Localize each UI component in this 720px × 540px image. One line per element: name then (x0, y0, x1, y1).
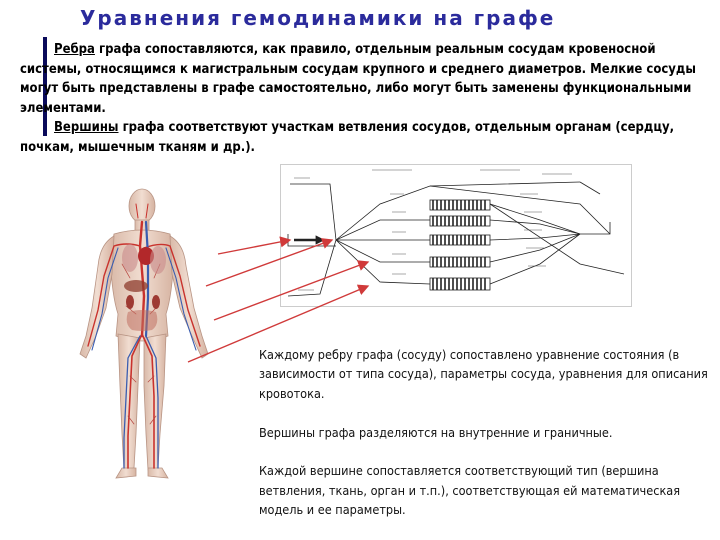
circulatory-system-figure (56, 186, 248, 486)
description-p3: Каждой вершине сопоставляется соответствующий тип (вершина ветвления, ткань, орган и т.п.), соответствующая ей математическая модель и ее параметры. (259, 463, 681, 518)
vertices-paragraph (20, 118, 700, 157)
description-text (259, 345, 717, 520)
vascular-graph-diagram (280, 164, 632, 307)
edges-term: Ребра (54, 42, 95, 57)
intro-text (20, 40, 700, 158)
edges-paragraph (20, 40, 700, 118)
lung-left (122, 244, 138, 272)
slide-title: Уравнения гемодинамики на графе (80, 6, 556, 30)
description-p1: Каждому ребру графа (сосуду) сопоставлено уравнение состояния (в зависимости от типа сосуда), параметры сосуда, уравнения для описания кровотока. (259, 347, 708, 401)
vertices-term: Вершины (54, 120, 119, 136)
intestines (127, 310, 158, 331)
kidney-left (126, 295, 134, 309)
edges-text: графа сопоставляются, как правило, отдельным реальным сосудам кровеносной системы, относящимся к магистральным сосудам крупного и среднего диаметров. Мелкие сосуды могут быть представлены в графе самостоятельно, либо могут быть заменены функциональными элементами. (20, 42, 696, 116)
liver (124, 280, 148, 292)
description-p2: Вершины графа разделяются на внутренние и граничные. (259, 424, 613, 440)
kidney-right (152, 295, 160, 309)
vertices-text: графа соответствуют участкам ветвления сосудов, отдельным органам (сердцу, почкам, мышечным тканям и др.). (20, 120, 675, 155)
lung-right (150, 246, 166, 274)
body-silhouette (80, 189, 208, 478)
